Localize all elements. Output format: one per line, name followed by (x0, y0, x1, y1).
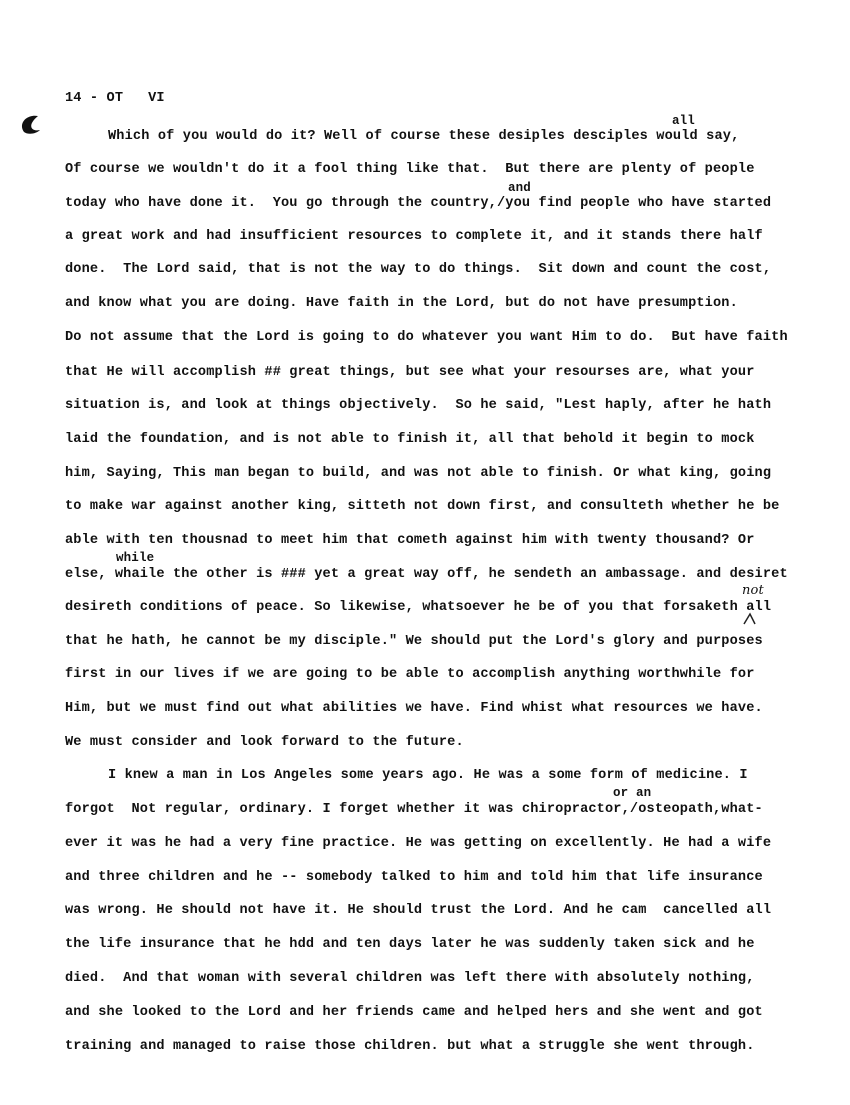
text-line: situation is, and look at things objectively. So he said, "Lest haply, after he hath (65, 398, 772, 413)
text-line: and three children and he -- somebody talked to him and told him that life insurance (65, 870, 763, 885)
text-line: Do not assume that the Lord is going to do whatever you want Him to do. But have faith (65, 330, 788, 345)
text-line: done. The Lord said, that is not the way to do things. Sit down and count the cost, (65, 262, 772, 277)
insertion-while: while (116, 551, 155, 565)
text-line: first in our lives if we are going to be able to accomplish anything worthwhile for (65, 667, 755, 682)
text-line: that He will accomplish ## great things, but see what your resourses are, what your (65, 365, 755, 380)
text-line: a great work and had insufficient resources to complete it, and it stands there half (65, 229, 763, 244)
text-line: able with ten thousnad to meet him that cometh against him with twenty thousand? Or (65, 533, 755, 548)
text-line: today who have done it. You go through the country,/you find people who have started (65, 196, 772, 211)
text-line: and she looked to the Lord and her friends came and helped hers and she went and got (65, 1005, 763, 1020)
text-line: ever it was he had a very fine practice. He was getting on excellently. He had a wife (65, 836, 772, 851)
insertion-or-an: or an (613, 786, 652, 800)
text-line: forgot Not regular, ordinary. I forget whether it was chiropractor,/osteopath,what- (65, 802, 763, 817)
text-line: desireth conditions of peace. So likewise, whatsoever he be of you that forsaketh all (65, 600, 772, 615)
text-line: to make war against another king, sitteth not down first, and consulteth whether he be (65, 499, 780, 514)
insertion-all: all (672, 114, 695, 128)
punch-hole-mark (14, 110, 44, 136)
text-line: training and managed to raise those children. but what a struggle she went through. (65, 1039, 755, 1054)
text-line: died. And that woman with several children was left there with absolutely nothing, (65, 971, 755, 986)
text-line: laid the foundation, and is not able to finish it, all that behold it begin to mock (65, 432, 755, 447)
text-line: Of course we wouldn't do it a fool thing like that. But there are plenty of people (65, 162, 755, 177)
text-line: that he hath, he cannot be my disciple." We should put the Lord's glory and purposes (65, 634, 763, 649)
text-line: We must consider and look forward to the future. (65, 735, 464, 750)
text-line: I knew a man in Los Angeles some years ago. He was a some form of medicine. I (108, 768, 748, 783)
insertion-and: and (508, 181, 531, 195)
text-line: was wrong. He should not have it. He should trust the Lord. And he cam cancelled all (65, 903, 772, 918)
page-header: 14 - OT VI (65, 91, 165, 106)
text-line: him, Saying, This man began to build, and was not able to finish. Or what king, going (65, 466, 772, 481)
text-line: else, whaile the other is ### yet a great way off, he sendeth an ambassage. and desiret (65, 567, 788, 582)
text-line: and know what you are doing. Have faith in the Lord, but do not have presumption. (65, 296, 738, 311)
text-line: Him, but we must find out what abilities we have. Find whist what resources we have. (65, 701, 763, 716)
text-line: Which of you would do it? Well of course these desiples desciples would say, (108, 129, 740, 144)
text-line: the life insurance that he hdd and ten days later he was suddenly taken sick and he (65, 937, 755, 952)
handwritten-insertion-not: not (742, 583, 764, 598)
